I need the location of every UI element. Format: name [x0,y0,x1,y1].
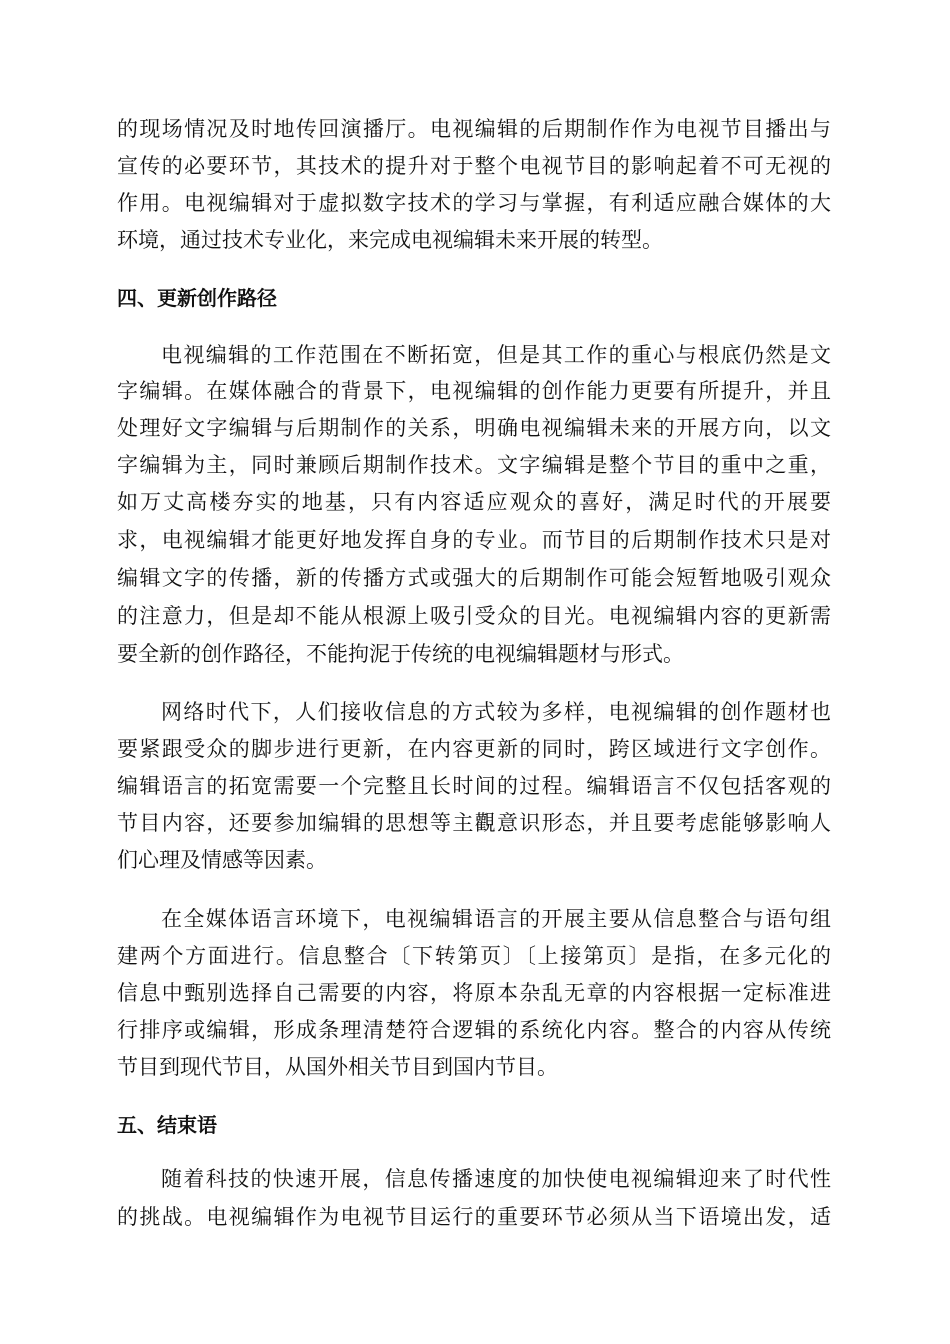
paragraph-line: 环境，通过技术专业化，来完成电视编辑未来开展的转型。 [117,228,663,252]
paragraph-line: 字编辑为主，同时兼顾后期制作技术。文字编辑是整个节目的重中之重， [117,453,831,477]
paragraph-line: 的现场情况及时地传回演播厅。电视编辑的后期制作作为电视节目播出与 [117,117,831,141]
paragraph-line: 信息中甄别选择自己需要的内容，将原本杂乱无章的内容根据一定标准进 [117,981,831,1005]
paragraph-line: 的注意力，但是却不能从根源上吸引受众的目光。电视编辑内容的更新需 [117,604,831,628]
paragraph-line: 网络时代下，人们接收信息的方式较为多样，电视编辑的创作题材也 [161,700,831,724]
paragraph-line: 在全媒体语言环境下，电视编辑语言的开展主要从信息整合与语句组 [161,907,831,931]
paragraph-line: 字编辑。在媒体融合的背景下，电视编辑的创作能力更要有所提升，并且 [117,379,831,403]
paragraph-line: 行排序或编辑，形成条理清楚符合逻辑的系统化内容。整合的内容从传统 [117,1018,831,1042]
paragraph-line: 电视编辑的工作范围在不断拓宽，但是其工作的重心与根底仍然是文 [161,343,831,367]
paragraph-line: 建两个方面进行。信息整合〔下转第页〕〔上接第页〕是指，在多元化的 [117,944,831,968]
paragraph-line: 要紧跟受众的脚步进行更新，在内容更新的同时，跨区域进行文字创作。 [117,737,831,761]
paragraph-line: 作用。电视编辑对于虚拟数字技术的学习与掌握，有利适应融合媒体的大 [117,191,831,215]
paragraph-line: 节目到现代节目，从国外相关节目到国内节目。 [117,1055,558,1079]
paragraph-line: 编辑语言的拓宽需要一个完整且长时间的过程。编辑语言不仅包括客观的 [117,774,831,798]
paragraph-line: 处理好文字编辑与后期制作的关系，明确电视编辑未来的开展方向，以文 [117,416,831,440]
paragraph-line: 要全新的创作路径，不能拘泥于传统的电视编辑题材与形式。 [117,642,684,666]
paragraph-line: 求，电视编辑才能更好地发挥自身的专业。而节目的后期制作技术只是对 [117,528,831,552]
paragraph-line: 随着科技的快速开展，信息传播速度的加快使电视编辑迎来了时代性 [161,1167,831,1191]
section-heading: 五、结束语 [117,1113,217,1137]
paragraph-line: 们心理及情感等因素。 [117,848,327,872]
paragraph-line: 如万丈高楼夯实的地基，只有内容适应观众的喜好，满足时代的开展要 [117,490,831,514]
section-heading: 四、更新创作路径 [117,286,277,310]
paragraph-line: 的挑战。电视编辑作为电视节目运行的重要环节必须从当下语境出发，适 [117,1205,831,1229]
paragraph-line: 编辑文字的传播，新的传播方式或强大的后期制作可能会短暂地吸引观众 [117,566,831,590]
paragraph-line: 节目内容，还要参加编辑的思想等主觀意识形态，并且要考虑能够影响人 [117,811,831,835]
paragraph-line: 宣传的必要环节，其技术的提升对于整个电视节目的影响起着不可无视的 [117,154,831,178]
